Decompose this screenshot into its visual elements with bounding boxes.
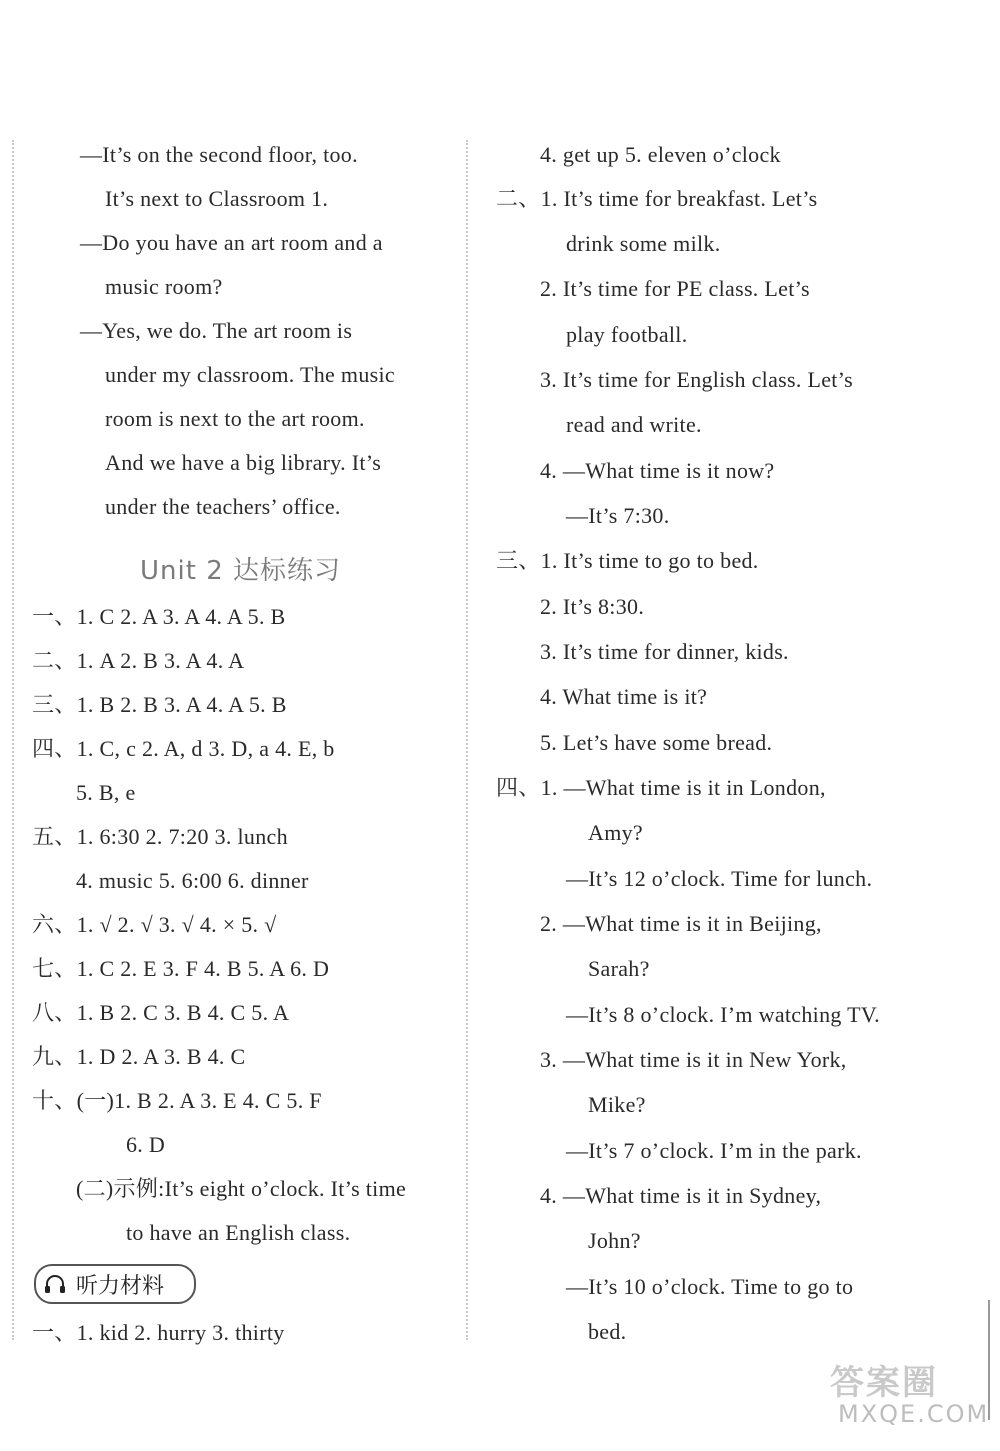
answer-line: 五、1. 6:30 2. 7:20 3. lunch <box>32 824 288 849</box>
right-text-line: John? <box>588 1228 641 1253</box>
left-text-line: music room? <box>105 274 223 299</box>
left-text-line: under the teachers’ office. <box>105 494 341 519</box>
left-text-line: —Do you have an art room and a <box>80 230 383 255</box>
right-text-line: Mike? <box>588 1092 646 1117</box>
right-text-line: —It’s 7 o’clock. I’m in the park. <box>566 1138 862 1163</box>
right-text-line: —It’s 8 o’clock. I’m watching TV. <box>566 1002 880 1027</box>
listening-material-label: 听力材料 <box>76 1274 165 1299</box>
left-text-line: room is next to the art room. <box>105 406 365 431</box>
answer-line: 六、1. √ 2. √ 3. √ 4. × 5. √ <box>32 912 277 937</box>
right-text-line: Sarah? <box>588 956 650 981</box>
answer-line: 四、1. C, c 2. A, d 3. D, a 4. E, b <box>32 736 335 761</box>
right-text-line: 5. Let’s have some bread. <box>540 730 773 755</box>
headphones-icon <box>44 1274 66 1294</box>
left-text-line: It’s next to Classroom 1. <box>105 186 329 211</box>
left-text-line: under my classroom. The music <box>105 362 395 387</box>
answer-line: 八、1. B 2. C 3. B 4. C 5. A <box>32 1000 290 1025</box>
answer-line: 5. B, e <box>76 780 136 805</box>
right-text-line: 4. get up 5. eleven o’clock <box>540 142 781 167</box>
listening-answer-line: 一、1. kid 2. hurry 3. thirty <box>32 1320 285 1345</box>
listening-material-badge <box>34 1264 196 1304</box>
answer-line: 七、1. C 2. E 3. F 4. B 5. A 6. D <box>32 956 330 981</box>
right-text-line: 二、1. It’s time for breakfast. Let’s <box>496 186 818 211</box>
right-text-line: 3. It’s time for dinner, kids. <box>540 639 789 664</box>
right-text-line: 四、1. —What time is it in London, <box>496 775 826 800</box>
answer-line: 九、1. D 2. A 3. B 4. C <box>32 1044 246 1069</box>
right-text-line: —It’s 7:30. <box>566 503 670 528</box>
left-margin-divider <box>12 140 14 1340</box>
answer-line: (二)示例:It’s eight o’clock. It’s time <box>76 1176 407 1201</box>
answer-line: to have an English class. <box>126 1220 351 1245</box>
answer-line: 4. music 5. 6:00 6. dinner <box>76 868 309 893</box>
left-text-line: —Yes, we do. The art room is <box>80 318 353 343</box>
right-text-line: —It’s 10 o’clock. Time to go to <box>566 1274 854 1299</box>
right-text-line: 三、1. It’s time to go to bed. <box>496 548 759 573</box>
answer-line: 一、1. C 2. A 3. A 4. A 5. B <box>32 604 286 629</box>
answer-line: 6. D <box>126 1132 166 1157</box>
right-text-line: 4. —What time is it now? <box>540 458 775 483</box>
right-text-line: 3. —What time is it in New York, <box>540 1047 847 1072</box>
right-text-line: play football. <box>566 322 688 347</box>
right-text-line: 4. —What time is it in Sydney, <box>540 1183 822 1208</box>
right-text-line: 4. What time is it? <box>540 684 708 709</box>
left-text-line: And we have a big library. It’s <box>105 450 382 475</box>
right-text-line: bed. <box>588 1319 627 1344</box>
column-divider <box>466 140 468 1340</box>
watermark-url: MXQE.COM <box>838 1400 990 1428</box>
left-text-line: —It’s on the second floor, too. <box>80 142 358 167</box>
answer-line: 二、1. A 2. B 3. A 4. A <box>32 648 245 673</box>
section-title: Unit 2 达标练习 <box>140 556 341 586</box>
right-text-line: 2. —What time is it in Beijing, <box>540 911 822 936</box>
right-text-line: 2. It’s 8:30. <box>540 594 645 619</box>
answer-line: 三、1. B 2. B 3. A 4. A 5. B <box>32 692 287 717</box>
right-text-line: —It’s 12 o’clock. Time for lunch. <box>566 866 873 891</box>
right-text-line: Amy? <box>588 820 643 845</box>
right-text-line: drink some milk. <box>566 231 721 256</box>
answer-line: 十、(一)1. B 2. A 3. E 4. C 5. F <box>32 1088 322 1113</box>
right-text-line: 3. It’s time for English class. Let’s <box>540 367 853 392</box>
right-text-line: read and write. <box>566 412 702 437</box>
right-text-line: 2. It’s time for PE class. Let’s <box>540 276 810 301</box>
watermark-logo: 答案圈 <box>830 1363 938 1403</box>
